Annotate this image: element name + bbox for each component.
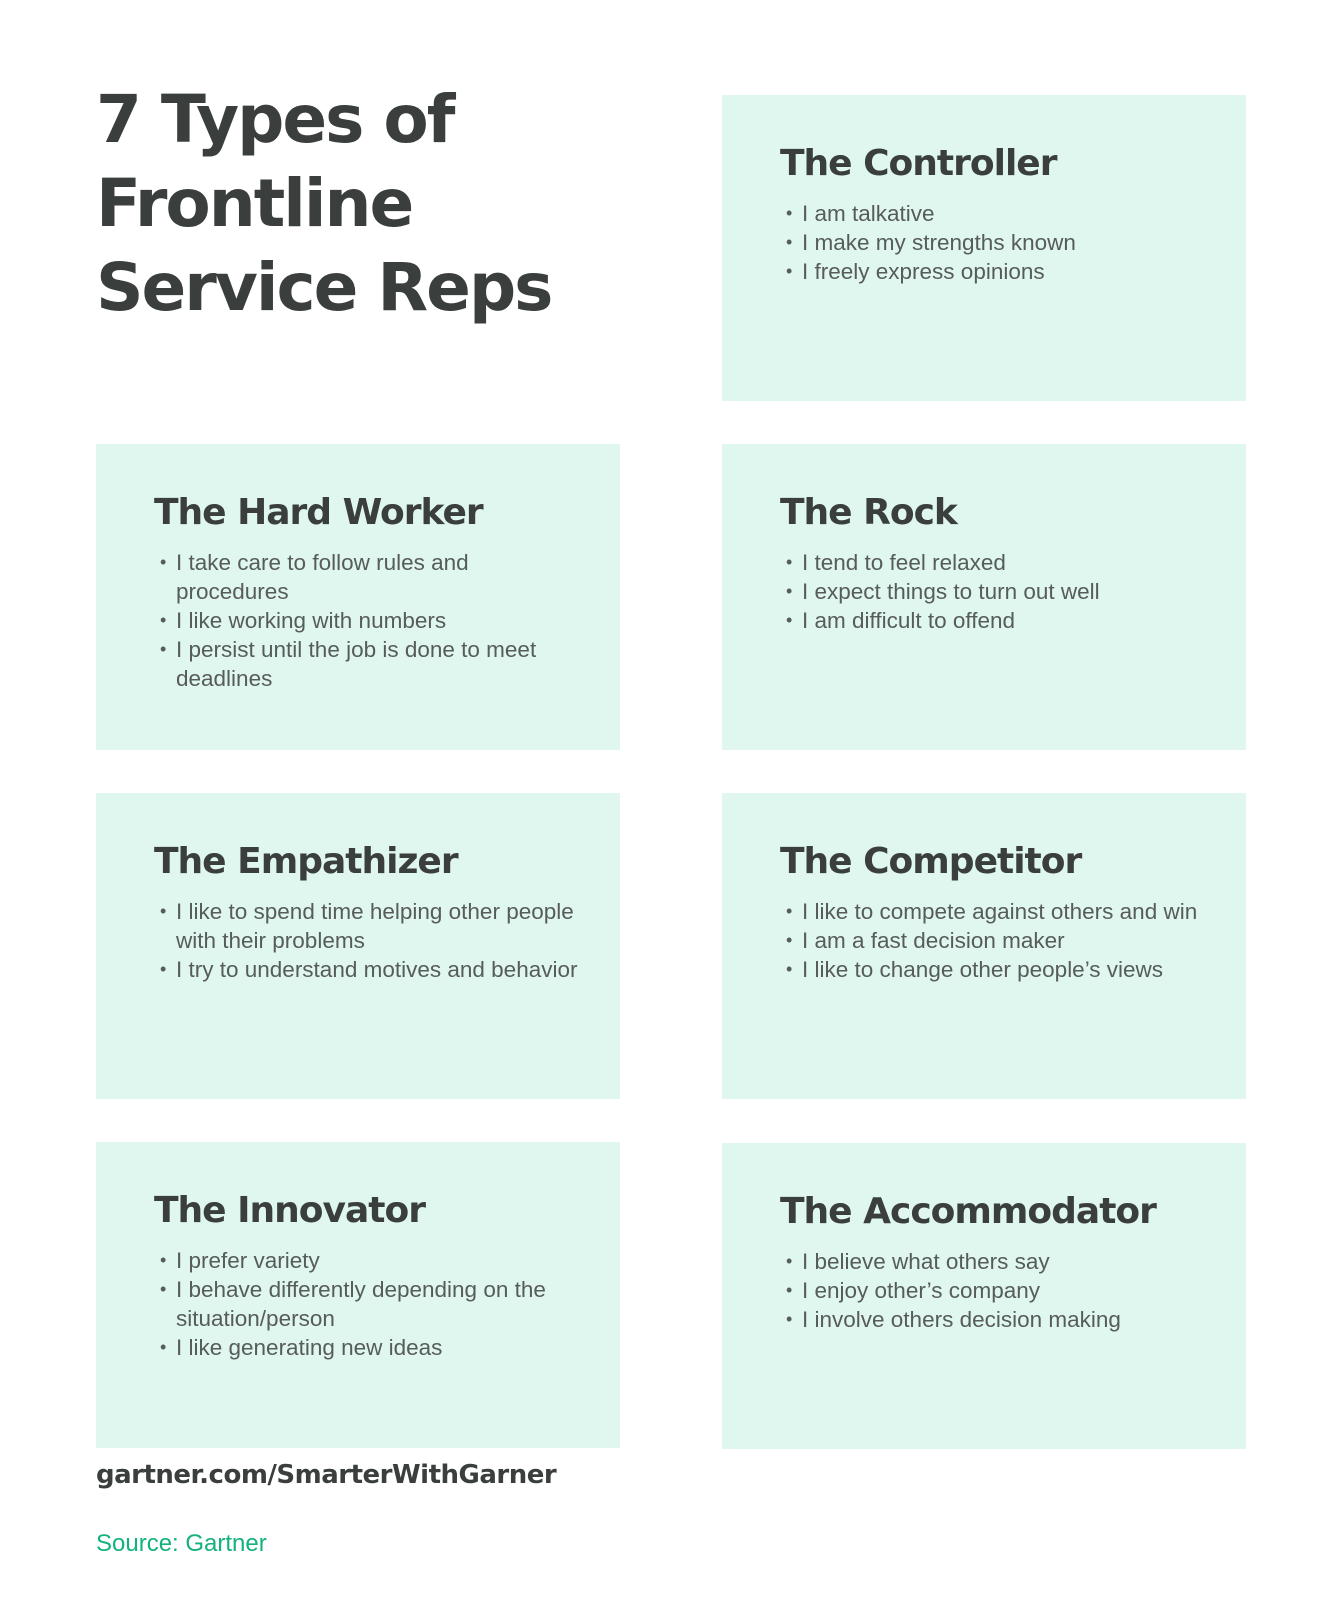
card-hard-worker: [96, 444, 620, 750]
card-accommodator: [722, 1143, 1246, 1449]
trait-list: [780, 897, 1206, 984]
trait-item: • I like working with numbers: [154, 606, 580, 635]
card-title: The Accommodator: [780, 1191, 1156, 1232]
card-controller: [722, 95, 1246, 401]
card-empathizer: [96, 793, 620, 1099]
trait-list: [154, 548, 580, 693]
trait-item: • I like to spend time helping other people with their problems: [154, 897, 580, 955]
card-title: The Empathizer: [154, 841, 458, 882]
card-competitor: [722, 793, 1246, 1099]
card-innovator: [96, 1142, 620, 1448]
trait-list: [780, 548, 1206, 635]
page-title: 7 Types of Frontline Service Reps: [96, 81, 552, 326]
footer-url: gartner.com/SmarterWithGarner: [96, 1460, 557, 1490]
trait-item: • I prefer variety: [154, 1246, 580, 1275]
trait-item: • I am a fast decision maker: [780, 926, 1206, 955]
trait-list: [154, 897, 580, 984]
trait-item: • I am difficult to offend: [780, 606, 1206, 635]
trait-item: • I freely express opinions: [780, 257, 1206, 286]
trait-list: [780, 1247, 1206, 1334]
source-credit: Source: Gartner: [96, 1530, 267, 1557]
card-rock: [722, 444, 1246, 750]
trait-item: • I behave differently depending on the situation/person: [154, 1275, 580, 1333]
trait-item: • I like generating new ideas: [154, 1333, 580, 1362]
card-title: The Rock: [780, 492, 957, 533]
trait-item: • I make my strengths known: [780, 228, 1206, 257]
trait-item: • I am talkative: [780, 199, 1206, 228]
card-title: The Innovator: [154, 1190, 425, 1231]
trait-list: [154, 1246, 580, 1362]
card-title: The Controller: [780, 143, 1057, 184]
trait-item: • I believe what others say: [780, 1247, 1206, 1276]
trait-item: • I expect things to turn out well: [780, 577, 1206, 606]
trait-item: • I try to understand motives and behavior: [154, 955, 580, 984]
trait-item: • I like to change other people’s views: [780, 955, 1206, 984]
card-title: The Competitor: [780, 841, 1082, 882]
card-title: The Hard Worker: [154, 492, 483, 533]
trait-list: [780, 199, 1206, 286]
trait-item: • I tend to feel relaxed: [780, 548, 1206, 577]
trait-item: • I take care to follow rules and procedures: [154, 548, 580, 606]
trait-item: • I like to compete against others and win: [780, 897, 1206, 926]
trait-item: • I persist until the job is done to meet deadlines: [154, 635, 580, 693]
trait-item: • I enjoy other’s company: [780, 1276, 1206, 1305]
trait-item: • I involve others decision making: [780, 1305, 1206, 1334]
